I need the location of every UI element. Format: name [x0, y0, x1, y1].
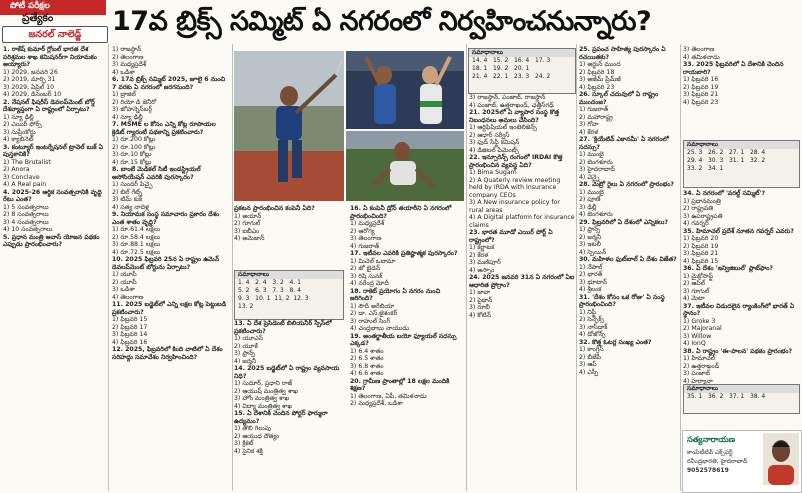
option-text: 3) జోహన్నెస్‌బర్గ్ [112, 106, 153, 113]
option-text: 3) ఫిబ్రవరి 21 [683, 250, 719, 257]
option-text: 1) 6.4 శాతం [350, 347, 384, 355]
option-text: 1) నిఫ్టీ [579, 308, 597, 316]
option-text: 2) డా. ఎస్.జైశంకర్ [350, 310, 398, 317]
option-text: 3) ఒడిశా [112, 286, 135, 293]
option-text: 3) మణిపూర్ [469, 259, 501, 266]
column-5 [469, 94, 575, 490]
option-text: 3) టిమ్ కుక్ [112, 196, 143, 203]
option-text: 2) సెన్సెక్స్ [579, 316, 605, 323]
option-text: 4) డోజోన్స్ [579, 331, 606, 338]
option-text: 4) సైనిక శక్తి [234, 447, 263, 455]
question-text: 17. ఇటీవల ఎవరికి ప్రతిష్టాత్మక పురస్కారం? [350, 250, 458, 257]
option-text: 3) నాస్‌డాక్ [579, 323, 608, 331]
answers-row: 21. 4 22. 1 23. 3 24. 2 [472, 73, 551, 80]
question-text: 14. 2025 బడ్జెట్‌లో ఏ రాష్ట్రం వ్యవసాయ నిధి? [234, 365, 340, 380]
question-text: 11. 2025 బడ్జెట్‌లో ఎన్ని లక్షల కోట్ల పెట్టుబడి ప్రకటించారు? [112, 301, 227, 316]
answers-title: సమాధానాలు [684, 385, 799, 393]
column-rule [680, 44, 681, 491]
question-text: 36. ఏ దేశం 'ఇన్విజిబుల్' ప్లాట్‌ఫాం? [683, 265, 773, 272]
question-text: 26. స్కూల్ చదువులో ఏ రాష్ట్రం ముందంజ? [579, 91, 659, 106]
page-headline: 17వ బ్రిక్స్ సమ్మిట్ ఏ నగరంలో నిర్వహించనున్నారు? [112, 6, 652, 37]
option-text: 4) 10 సంవత్సరాలు [3, 226, 53, 233]
option-text: 3) రూ.10 కోట్లు [112, 151, 152, 158]
option-text: 4) ఫిబ్రవరి 16 [112, 338, 148, 346]
question-text: 2. నేషనల్ ఫిషరీస్ డెవలప్‌మెంట్ బోర్డ్ దేశవ్యాప్తంగా ఏ రాష్ట్రంలో ఏర్పాటు? [3, 98, 95, 113]
option-text: 4) కేరళ [579, 128, 599, 136]
column-rule [108, 44, 109, 491]
option-text: 3) హైదరాబాద్ [579, 166, 615, 173]
question-text: 30. మహిళల ఫుట్‌బాల్ ఏ దేశం విజేత? [579, 256, 677, 263]
option-text: 1) Groke 3 [683, 317, 716, 325]
athlete-photo-art [234, 51, 464, 201]
option-text: 3) రాజస్థాన్, పంజాబ్, రాజస్థాన్ [469, 94, 546, 101]
option-text: 3) ఫుడ్ సేఫ్టీ కమిషన్ [469, 139, 520, 146]
question-text: 4. 2025-26 ఆర్థిక సంవత్సరానికి వృద్ధి రేటు ఎంత? [3, 188, 102, 203]
option-text: 1) యూపీ [112, 271, 137, 278]
question-text: 13. ఏ దేశ ప్రెసిడెంట్ బిలియనీర్ స్పేస్‌లో ప్రకటించారు? [234, 320, 332, 335]
answers-row: 35. 1 36. 2 37. 1 38. 4 [687, 393, 766, 400]
answers-title: సమాధానాలు [469, 49, 575, 57]
option-text: 4) అమెజాన్ [234, 235, 265, 242]
option-text: 1) జావా [469, 289, 491, 296]
option-text: 1) ప్రధానమంత్రి [683, 197, 721, 205]
option-text: 3) Conclave [3, 173, 40, 181]
option-text: 1) అయాన్ [234, 212, 262, 220]
option-text: 4) ఫిబ్రవరి 23 [579, 83, 615, 91]
option-text: 2) రూ.58.4 లక్షలు [112, 233, 160, 241]
option-text: 4) విద్యా మంత్రిత్వ శాఖ [234, 402, 293, 410]
question-text: 12. 2025, ఫిబ్రవరిలో కింది వాటిలో ఏ దేశం సరిహద్దు సమావేశం నిర్వహించింది? [112, 346, 223, 361]
column-rule [576, 44, 577, 491]
question-text: 31. 'దేశం కోసం ఒక రోజు' ఏ సంస్థ ప్రారంభించింది? [579, 293, 665, 308]
question-text: 29. ఫిబ్రవరిలో ఏ దేశంలో ఎన్నికలు? [579, 218, 668, 226]
option-text: 2) బెంగళూరు [579, 158, 613, 166]
section-label: జనరల్ నాలెడ్జ్ [2, 26, 108, 43]
author-card [682, 430, 802, 493]
answers-box-3 [683, 140, 800, 188]
option-text: 3) ఆప్ [579, 361, 597, 368]
option-text: 2) ఆరోగ్య [350, 227, 375, 235]
option-text: 2) మధ్యప్రదేశ్, ఒడిశా [350, 400, 403, 407]
option-text: 4) జర్మనీ [234, 357, 257, 365]
option-text: 3) తెలంగాణ [683, 46, 715, 53]
option-text: 2) రూ.100 కోట్లు [112, 143, 156, 151]
option-text: 1) 5 సంవత్సరాలు [3, 203, 49, 211]
option-text: 2) ఫిబ్రవరి 19 [683, 83, 719, 91]
question-text: 18. రాకెట్ ప్రయోగం ఏ నగరం నుంచి జరిగింది? [350, 287, 441, 302]
option-text: 2) జర్మనీ [579, 233, 602, 241]
question-text: 38. ఏ రాష్ట్రం 'ఈ-పాలన' పథకం ప్రారంభం? [683, 347, 793, 355]
option-text: 3) రూబీ [469, 304, 490, 311]
option-text: 1) ఫిబ్రవరి 15 [112, 316, 148, 323]
question-text: ప్రకటన ప్రారంభించిన కంపెనీ ఏది? [234, 205, 315, 212]
option-text: 4) సత్య నాదెళ్ల [112, 203, 150, 211]
option-text: 2) A Quaterly review meeting held by IRDA with Insurance company CEOs [469, 176, 561, 199]
option-text: 4) అస్సాం [469, 266, 495, 274]
option-text: 2) Anora [3, 166, 30, 173]
option-text: 3) ఫిబ్రవరి 14 [112, 331, 148, 338]
question-text: 34. ఏ నగరంలో 'వరల్డ్ సమ్మిట్'? [683, 190, 766, 197]
column-2 [112, 46, 230, 490]
option-text: 3) గూగుల్ [683, 287, 710, 295]
option-text: 4) చంద్రబాబు నాయుడు [350, 325, 410, 332]
column-rule [232, 44, 233, 491]
option-text: 2) ఆయుష్ మంత్రిత్వ శాఖ [234, 387, 298, 395]
option-text: 1) సౌదీ అరేబియా [350, 302, 395, 310]
option-text: 1) హిమాచల్ [683, 355, 716, 362]
option-text: 3) A New insurance policy for rural areas [469, 199, 560, 214]
question-text: 10. 2025 ఫిబ్రవరి 25న ఏ రాష్ట్రం ఉమెన్ డెవలప్‌మెంట్ బోర్డును ఏర్పాటు? [112, 256, 220, 271]
option-text: 2) గూగుల్ [234, 220, 261, 227]
answers-box-1 [234, 270, 344, 320]
section-tag: పోటీ పరీక్షల [0, 0, 106, 15]
question-text: 33. 2025 ఫిబ్రవరిలో ఏ దేశానికి చెందిన రాయబారి? [683, 61, 784, 76]
option-text: 1) కాంగ్రెస్ [579, 346, 604, 353]
answers-row: 1. 4 2. 4 3. 2 4. 1 [238, 279, 301, 286]
author-name: సత్యనారాయణ [687, 435, 736, 444]
option-text: 3) ఢిల్లీ [579, 203, 597, 211]
option-text: 3) ఫ్రాన్స్ [234, 350, 256, 357]
option-text: 2) పూణే [579, 196, 601, 203]
option-text: 1) మైక్రోసాఫ్ట్ [683, 272, 713, 280]
option-text: 4) నరేంద్ర మోదీ [350, 280, 389, 287]
question-text: 27. 'క్రియేటివ్ ఎకానమీ' ఏ నగరంలో సదస్సు? [579, 136, 669, 151]
column-rule [466, 44, 467, 491]
option-text: 4) గుజరాత్ [350, 242, 380, 250]
answers-row: 13. 2 [238, 303, 254, 310]
answers-box-4 [683, 384, 800, 414]
option-text: 1) ముంబై [579, 151, 604, 158]
option-text: 2) ఆపిల్ [683, 280, 706, 287]
column-6 [579, 46, 679, 490]
option-text: 1) మధ్యప్రదేశ్ [350, 220, 385, 227]
option-text: 4) తమిళనాడు [683, 53, 720, 61]
column-4 [350, 205, 464, 490]
option-text: 4) శ్రీలంక [579, 286, 602, 293]
option-text: 4) న్యూ ఢిల్లీ [112, 113, 143, 121]
question-text: 19. అంతర్జాతీయ బయో ఫ్యూయల్ సదస్సు ఎక్కడ? [350, 332, 457, 347]
option-text: 2) తెలంగాణ [112, 53, 144, 61]
option-text: 4) కోటిన్ [469, 311, 492, 319]
question-text: 21. 2025లో ఏ వ్యాపార సంస్థ కొత్త నిబంధనలు అమలు చేసింది? [469, 109, 560, 124]
option-text: 1) నేపాల్ [579, 263, 603, 271]
option-text: 3) సుప్రీంకోర్టు [3, 128, 36, 136]
option-text: 2) ఫిబ్రవరి 19 [683, 242, 719, 250]
option-text: 3) రూ.88.1 లక్షలు [112, 241, 160, 248]
option-text: 4) రూ.72.5 లక్షలు [112, 248, 160, 256]
column-7-cont [683, 190, 798, 385]
option-text: 1) ఫ్రాన్స్ [579, 226, 601, 233]
answers-row: 18. 1 19. 2 20. 1 [472, 65, 530, 72]
option-text: 3) మధ్యప్రదేశ్ [112, 61, 147, 68]
option-text: 3) హోం మంత్రిత్వ శాఖ [234, 395, 290, 402]
option-text: 2) 8 సంవత్సరాలు [3, 211, 49, 218]
question-text: 5. ప్రధాన మంత్రి ఆవాస్ యోజన పథకం ఎప్పుడు ప్రారంభించారు? [3, 233, 100, 248]
option-text: 4) రూ.15 కోట్లు [112, 158, 152, 166]
answers-row: 33. 2 34. 1 [687, 165, 724, 172]
question-text: 25. ప్రపంచ సాహిత్య పురస్కారం ఏ రచయితకు? [579, 46, 666, 61]
option-text: 3) భూటాన్ [579, 278, 607, 286]
author-title: కాంపిటీటివ్ ఎక్స్‌పర్ట్ [687, 449, 733, 456]
question-text: 23. భారత మూడో ఎయిర్ పోర్ట్ ఏ రాష్ట్రంలో? [469, 229, 553, 244]
option-text: 4) పంజాబ్, ఉత్తరాఖండ్, ఛత్తీస్‌గఢ్ [469, 101, 554, 109]
option-text: 3) 2029, ఏప్రిల్ 10 [3, 83, 55, 91]
question-text: 35. హిమాచల్ ప్రదేశ్ నూతన గవర్నర్ ఎవరు? [683, 227, 794, 235]
question-text: 3. కంట్యూర్ ఇంటర్నేషనల్ ట్రావెల్ బుక్ ఏ పుస్తకానికి? [3, 143, 104, 158]
option-text: 1) యూఎస్ [234, 335, 264, 342]
question-text: 8. బాంబే మెడికల్ సిటీ ఇండస్ట్రియల్ అసోసియేషన్ ఎవరికి పురస్కారం? [112, 166, 201, 181]
option-text: 1) గుజరాత్ [579, 106, 609, 113]
option-text: 2) బిల్ గేట్స్ [112, 188, 143, 196]
option-text: 3) పంజాబ్ [683, 370, 710, 377]
answers-row: 29. 4 30. 3 31. 1 32. 2 [687, 157, 766, 164]
option-text: 4) డిజిటల్ పేమెంట్స్ [469, 146, 519, 154]
option-text: 2) యూకే [234, 342, 258, 350]
answers-box-2 [468, 48, 576, 94]
question-text: 1. రాకేష్ కుమార్ గ్లోబల్ భారత దేశ పరిశ్రమల శాఖ కమిషనర్‌గా నియామకం అయ్యారు? [3, 46, 97, 68]
question-text: 32. కొత్త ఓటర్ల సంఖ్య ఎంత? [579, 338, 652, 346]
column-3-cont [234, 320, 344, 490]
option-text: 3) రిషి సునక్ [350, 272, 383, 280]
option-text: 2) ఉత్తరాఖండ్ [683, 362, 720, 370]
option-text: 2) పైథాన్ [469, 296, 493, 304]
option-text: 1) మిచెల్ ఒబామా [350, 257, 396, 265]
option-text: 1) రూ.61.4 లక్షలు [112, 226, 160, 233]
question-text: 16. ఏ కంపెనీ డ్రోన్ తయారీని ఏ నగరంలో ప్రారంభించింది? [350, 205, 452, 220]
option-text: 2) ఆధార్ సర్వీస్ [469, 131, 510, 139]
author-location: రవీంద్రభారతి, హైదరాబాద్ [687, 458, 748, 465]
option-text: 1) న్యూ ఢిల్లీ [3, 113, 34, 121]
answers-title: సమాధానాలు [684, 141, 799, 149]
option-text: 4) చెన్నై [579, 173, 600, 181]
option-text: 4) ఒడిశా [112, 68, 135, 76]
option-text: 3) ఐబీఎం [234, 227, 260, 235]
option-text: 1) ముంబై [579, 188, 604, 196]
option-text: 4) స్పెయిన్ [579, 248, 607, 256]
column-3 [234, 205, 344, 269]
option-text: 1) 2029, జనవరి 26 [3, 68, 58, 76]
answers-row: 5. 2 6. 3 7. 3 8. 4 [238, 287, 301, 294]
author-photo [763, 433, 799, 485]
option-text: 3) గోవా [579, 121, 599, 128]
athlete-photo [234, 51, 464, 201]
option-text: 3) క్రికెట్ [234, 440, 254, 447]
question-text: 24. 2025 జనవరి 31న ఏ నగరంలో ఏఐ ఆధారిత ప్రోగ్రాం? [469, 274, 575, 289]
option-text: 1) కర్ణాటక [469, 244, 495, 251]
option-text: 3) Willow [683, 332, 712, 340]
option-text: 3) ఉపరాష్ట్రపతి [683, 212, 723, 220]
column-1 [3, 46, 106, 490]
option-text: 2) ఎయిర్ ఫోర్స్ [3, 121, 42, 128]
option-text: 4) మెటా [683, 295, 705, 302]
option-text: 4) 2029, డిసెంబర్ 10 [3, 91, 62, 98]
option-text: 1) బ్రాజిల్ [112, 91, 136, 98]
option-text: 1) ఫిబ్రవరి 16 [683, 76, 719, 83]
option-text: 2) ఫిబ్రవరి 17 [112, 323, 148, 331]
option-text: 4) ఫిబ్రవరి 23 [683, 98, 719, 106]
question-text: 28. మెట్రో రైలు ఏ నగరంలో ప్రారంభం? [579, 181, 674, 188]
option-text: 4) తెలంగాణ [112, 293, 144, 301]
option-text: 1) తెలంగాణ, ఏపీ, తమిళనాడు [350, 392, 427, 400]
option-text: 1) రూ.200 కోట్లు [112, 136, 156, 143]
option-text: 2) యూపీ [112, 278, 137, 286]
option-text: 2) 6.5 శాతం [350, 355, 384, 362]
option-text: 2) రియో డి జెనీరో [112, 98, 157, 106]
option-text: 1) ఫిబ్రవరి 20 [683, 235, 719, 242]
option-text: 2) జో బైడెన్ [350, 265, 381, 272]
question-text: 20. గ్రామీణ ప్రాంతాల్లో 18 లక్షల మందికి శిక్షణ? [350, 377, 450, 392]
option-text: 4) బెంగళూరు [579, 211, 613, 218]
option-text: 2) ఫిబ్రవరి 18 [579, 68, 615, 76]
option-text: 3) రాహుల్ సింగ్ [350, 317, 391, 325]
option-text: 3) ఫిబ్రవరి 21 [683, 91, 719, 98]
answers-row: 9. 3 10. 1 11. 2 12. 3 [238, 295, 309, 302]
question-text: 7. MSME ల కోసం ఎన్ని కోట్ల రూపాయల క్రెడిట్ గ్యారంటీ పథకాన్ని ప్రకటించారు? [112, 121, 216, 136]
option-text: 2) Majoranal [683, 325, 722, 332]
question-text: 9. నియామక సంస్థ సమాచారం ప్రకారం దేశం ఎంత శాతం వృద్ధి? [112, 211, 220, 226]
option-text: 2) భారత్ [579, 271, 603, 278]
option-text: 1) సుదూర్, ప్రధాని రాజ్ [234, 380, 293, 387]
option-text: 2) కేరళ [469, 251, 489, 259]
option-text: 4) ఎస్పీ [579, 368, 599, 376]
option-text: 1) అర్జున్ ముంద [579, 61, 621, 68]
option-text: 3) అజీమ్ ప్రేమ్‌జీ [579, 76, 621, 83]
option-text: 1) తొలి గెలుపు [234, 425, 271, 432]
option-text: 1) Bima Sugam [469, 169, 517, 176]
answers-title: సమాధానాలు [235, 271, 343, 279]
column-7 [683, 46, 798, 146]
author-phone: 9052578619 [687, 467, 729, 474]
option-text: 4) 6.6 శాతం [350, 370, 384, 377]
question-text: 6. 17వ బ్రిక్స్ సమ్మిట్ 2025, జూలై 6 నుంచి 7 వరకు ఏ నగరంలో జరగనుంది? [112, 76, 226, 91]
option-text: 4) గవర్నర్ [683, 220, 709, 227]
question-text: 15. ఏ దేశానికి చెందిన పోర్టర్ ఫార్ములా ఉద్యమం? [234, 410, 328, 425]
option-text: 1) రాజస్థాన్ [112, 46, 142, 53]
option-text: 4) IonQ [683, 340, 706, 347]
option-text: 4) ఫిబ్రవరి 15 [683, 257, 719, 265]
option-text: 2) మహారాష్ట్ర [579, 113, 613, 121]
option-text: 4) A Digital platform for insurance claims [469, 214, 575, 229]
option-text: 2) బీజేపీ [579, 353, 602, 361]
answers-row: 25. 3 26. 2 27. 1 28. 4 [687, 149, 766, 156]
option-text: 2) 2019, మార్చి 31 [3, 76, 56, 83]
option-text: 2) రాష్ట్రపతి [683, 205, 714, 212]
option-text: 1) సుందర్ పిచ్చై [112, 181, 153, 188]
question-text: 22. ఇన్సూరెన్స్ రంగంలో IRDAI కొత్త ప్రారంభించిన వ్యవస్థ ఏది? [469, 154, 563, 169]
option-text: 1) ఆర్టిఫిషియల్ ఇంటెలిజెన్స్ [469, 124, 537, 131]
option-text: 1) The Brutalist [3, 158, 51, 166]
option-text: 4) A Real pain [3, 181, 47, 188]
answers-row: 14. 4 15. 2 16. 4 17. 3 [472, 57, 551, 64]
option-text: 4) క్యాబినెట్ [3, 136, 34, 143]
option-text: 4) హర్యానా [683, 377, 713, 385]
section-subtitle: ప్రత్యేకం [22, 12, 54, 24]
option-text: 3) 4 సంవత్సరాలు [3, 218, 49, 226]
option-text: 2) ఆయుధ దౌత్యం [234, 432, 280, 440]
option-text: 3) తెలంగాణ [350, 235, 382, 242]
option-text: 3) 6.8 శాతం [350, 362, 384, 370]
option-text: 3) ఇటలీ [579, 241, 601, 248]
question-text: 37. ఇటీవల విడుదలైన ర్యాంకింగ్‌లో భారత్ ఏ స్థానం? [683, 302, 795, 317]
